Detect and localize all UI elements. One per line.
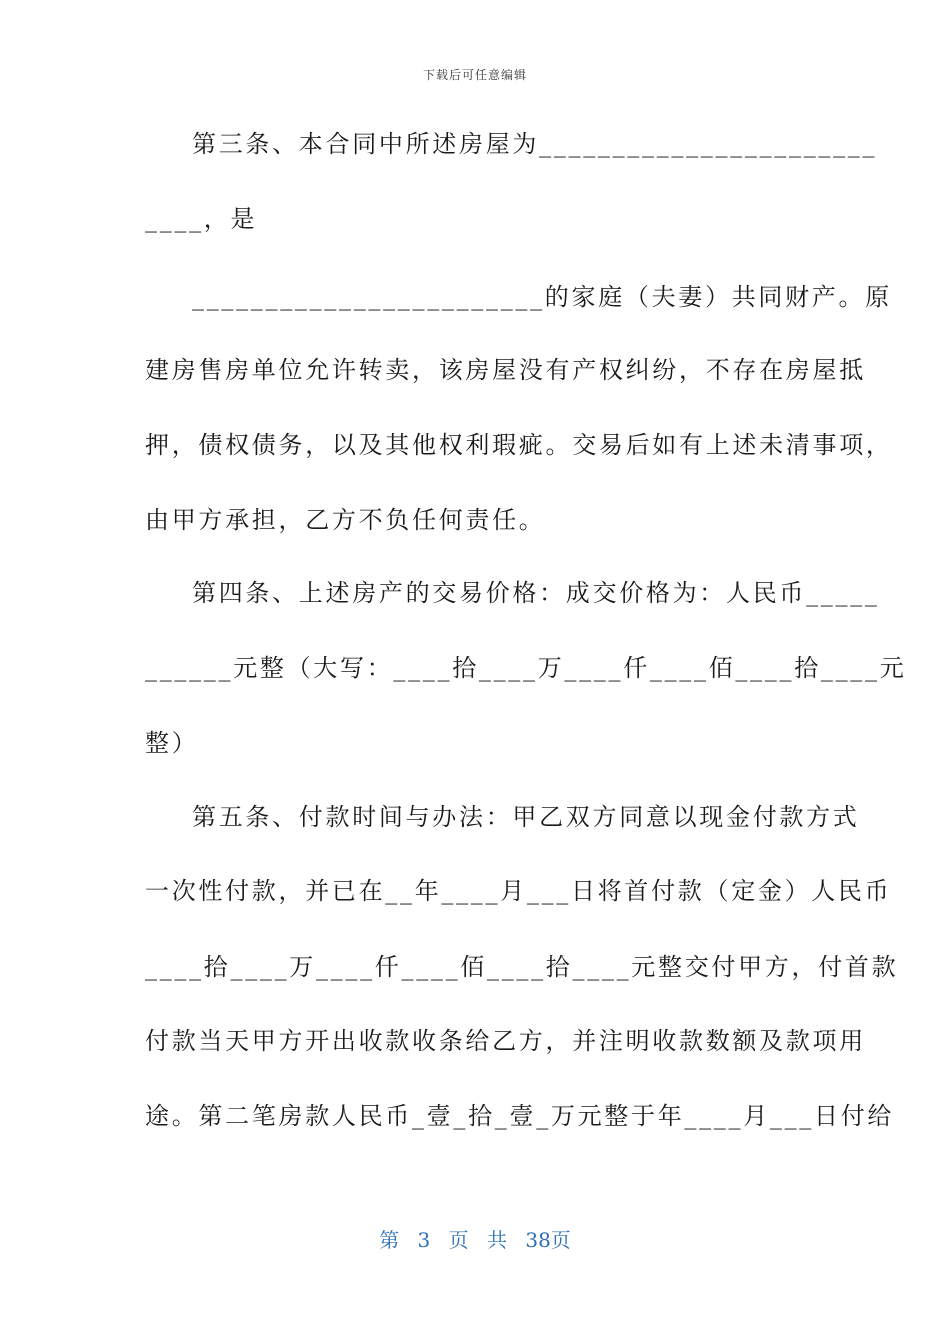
footer-total-label: 共: [487, 1228, 507, 1252]
clause-4-line-2: ______元整（大写：____拾____万____仟____佰____拾____元: [145, 654, 907, 682]
footer-page-unit: 页: [448, 1228, 469, 1252]
clause-3-line-6: 由甲方承担，乙方不负任何责任。: [145, 506, 546, 534]
page-footer: [0, 1224, 950, 1253]
clause-3-line-4: 建房售房单位允许转卖，该房屋没有产权纠纷，不存在房屋抵: [145, 356, 866, 384]
clause-5-line-1: 第五条、付款时间与办法：甲乙双方同意以现金付款方式: [192, 803, 860, 831]
clause-3-line-5: 押，债权债务，以及其他权利瑕疵。交易后如有上述未清事项，: [145, 431, 893, 459]
clause-5-line-2: 一次性付款，并已在__年____月___日将首付款（定金）人民币: [145, 877, 892, 905]
clause-5-line-4: 付款当天甲方开出收款收条给乙方，并注明收款数额及款项用: [145, 1027, 866, 1055]
clause-4-line-3: 整）: [145, 729, 199, 757]
clause-3-line-1: 第三条、本合同中所述房屋为_______________________: [192, 130, 878, 158]
clause-5-line-3: ____拾____万____仟____佰____拾____元整交付甲方，付首款: [145, 953, 899, 981]
footer-total-pages: 38页: [525, 1228, 571, 1252]
page-header-note: 下载后可任意编辑: [422, 68, 527, 82]
footer-page-number: 3: [417, 1228, 431, 1252]
clause-3-line-2: ____，是: [145, 205, 258, 233]
footer-page-label: 第: [379, 1228, 400, 1252]
clause-4-line-1: 第四条、上述房产的交易价格：成交价格为：人民币_____: [192, 579, 880, 607]
clause-5-line-5: 途。第二笔房款人民币_壹_拾_壹_万元整于年____月___日付给: [145, 1102, 895, 1130]
clause-3-line-3: ________________________的家庭（夫妻）共同财产。原: [192, 283, 892, 311]
